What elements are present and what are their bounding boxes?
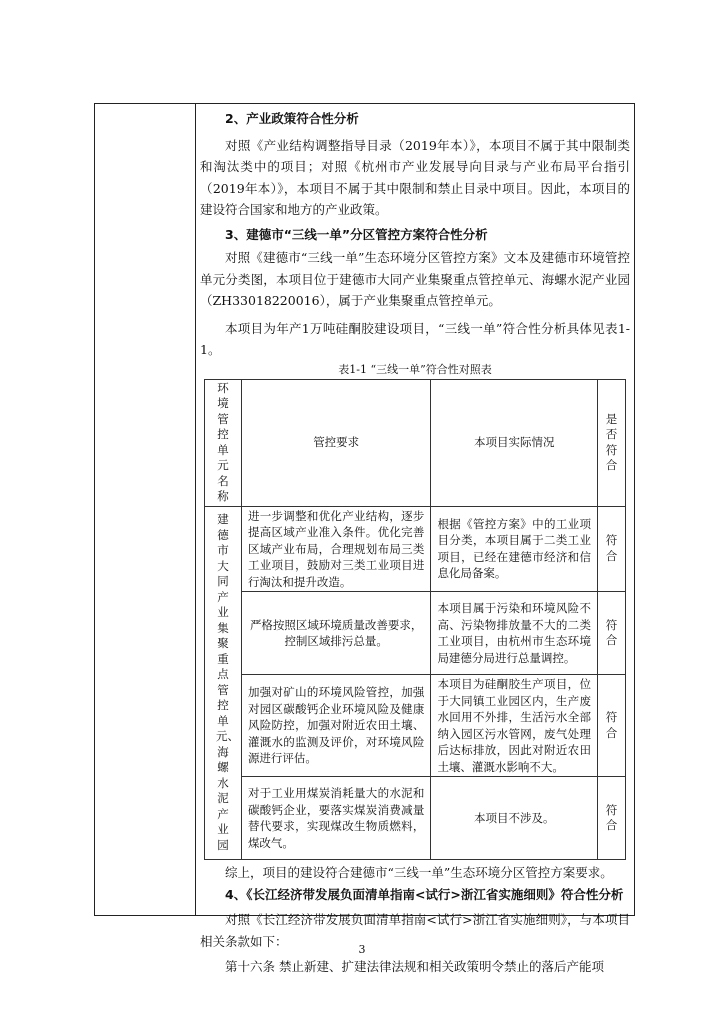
- main-content: [200, 108, 630, 978]
- row-result: 符合: [605, 802, 618, 832]
- row-result: 符合: [605, 617, 618, 647]
- section2-body: 对照《产业结构调整指导目录（2019年本）》，本项目不属于其中限制类和淘汰类中的项目；对照《杭州市产业发展导向目录与产业布局平台指引（2019年本）》，本项目不属于其中限制和禁止目录中项目。因此，本项目的建设符合国家和地方的产业政策。: [200, 137, 630, 217]
- header-unit: 环境管控单元名称: [217, 380, 229, 503]
- section3-body-1: 对照《建德市“三线一单”生态环境分区管控方案》文本及建德市环境管控单元分类图，本项目位于建德市大同产业集聚重点管控单元、海螺水泥产业园（ZH33018220016），属于产业集聚重点管控单元。: [200, 250, 630, 308]
- header-actual: 本项目实际情况: [431, 379, 598, 506]
- page-number: 3: [358, 943, 366, 956]
- header-compliant: 是否符合: [605, 411, 618, 472]
- table-row: [205, 777, 626, 860]
- row-requirement: 加强对矿山的环境风险管控，加强对园区碳酸钙企业环境风险及健康风险防控，加强对附近农田土壤、灌溉水的监测及评价，对环境风险源进行评估。: [241, 675, 431, 777]
- row-actual: 根据《管控方案》中的工业项目分类，本项目属于二类工业项目，已经在建德市经济和信息化局备案。: [431, 506, 598, 592]
- section3-heading: 3、建德市“三线一单”分区管控方案符合性分析: [225, 226, 488, 242]
- row-result: 符合: [605, 533, 618, 563]
- table-caption: 表1-1 “三线一单”符合性对照表: [338, 362, 492, 376]
- summary-text: 综上，项目的建设符合建德市“三线一单”生态环境分区管控方案要求。: [225, 865, 613, 880]
- row-requirement: 进一步调整和优化产业结构，逐步提高区域产业准入条件。优化完善区域产业布局，合理规划布局三类工业项目，鼓励对三类工业项目进行淘汰和提升改造。: [241, 506, 431, 592]
- section2-heading: 2、产业政策符合性分析: [225, 111, 359, 126]
- content-frame: [94, 103, 635, 974]
- row-actual: 本项目为硅酮胶生产项目，位于大同镇工业园区内，生产废水回用不外排，生活污水全部纳入园区污水管网，废气处理后达标排放，因此对附近农田土壤、灌溉水影响不大。: [431, 675, 598, 777]
- section4-body-2: 第十六条 禁止新建、扩建法律法规和相关政策明令禁止的落后产能项: [225, 959, 604, 974]
- row-result: 符合: [605, 710, 618, 740]
- section4-heading: 4、《长江经济带发展负面清单指南<试行>浙江省实施细则》符合性分析: [225, 886, 624, 902]
- table-row: [205, 592, 626, 675]
- row-requirement: 对于工业用煤炭消耗量大的水泥和碳酸钙企业，要落实煤炭消费减量替代要求，实现煤改生物质燃料，煤改气。: [241, 777, 431, 860]
- unit-name: 建德市大同产业集聚重点管控单元、海螺水泥产业园: [215, 512, 239, 852]
- table-row: [205, 675, 626, 777]
- table-header-row: [205, 379, 626, 506]
- row-actual: 本项目不涉及。: [431, 777, 598, 860]
- row-actual: 本项目属于污染和环境风险不高、污染物排放量不大的二类工业项目，由杭州市生态环境局建德分局进行总量调控。: [431, 592, 598, 675]
- compliance-table: [204, 379, 626, 861]
- header-requirement: 管控要求: [241, 379, 431, 506]
- left-column-divider: [195, 104, 196, 915]
- section3-body-2: 本项目为年产1万吨硅酮胶建设项目，“三线一单”符合性分析具体见表1-1。: [200, 320, 630, 357]
- table-row: [205, 506, 626, 592]
- row-requirement: 严格按照区域环境质量改善要求，控制区域排污总量。: [241, 592, 431, 675]
- section4-body-1: 对照《长江经济带发展负面清单指南<试行>浙江省实施细则》，与本项目相关条款如下：: [200, 912, 630, 949]
